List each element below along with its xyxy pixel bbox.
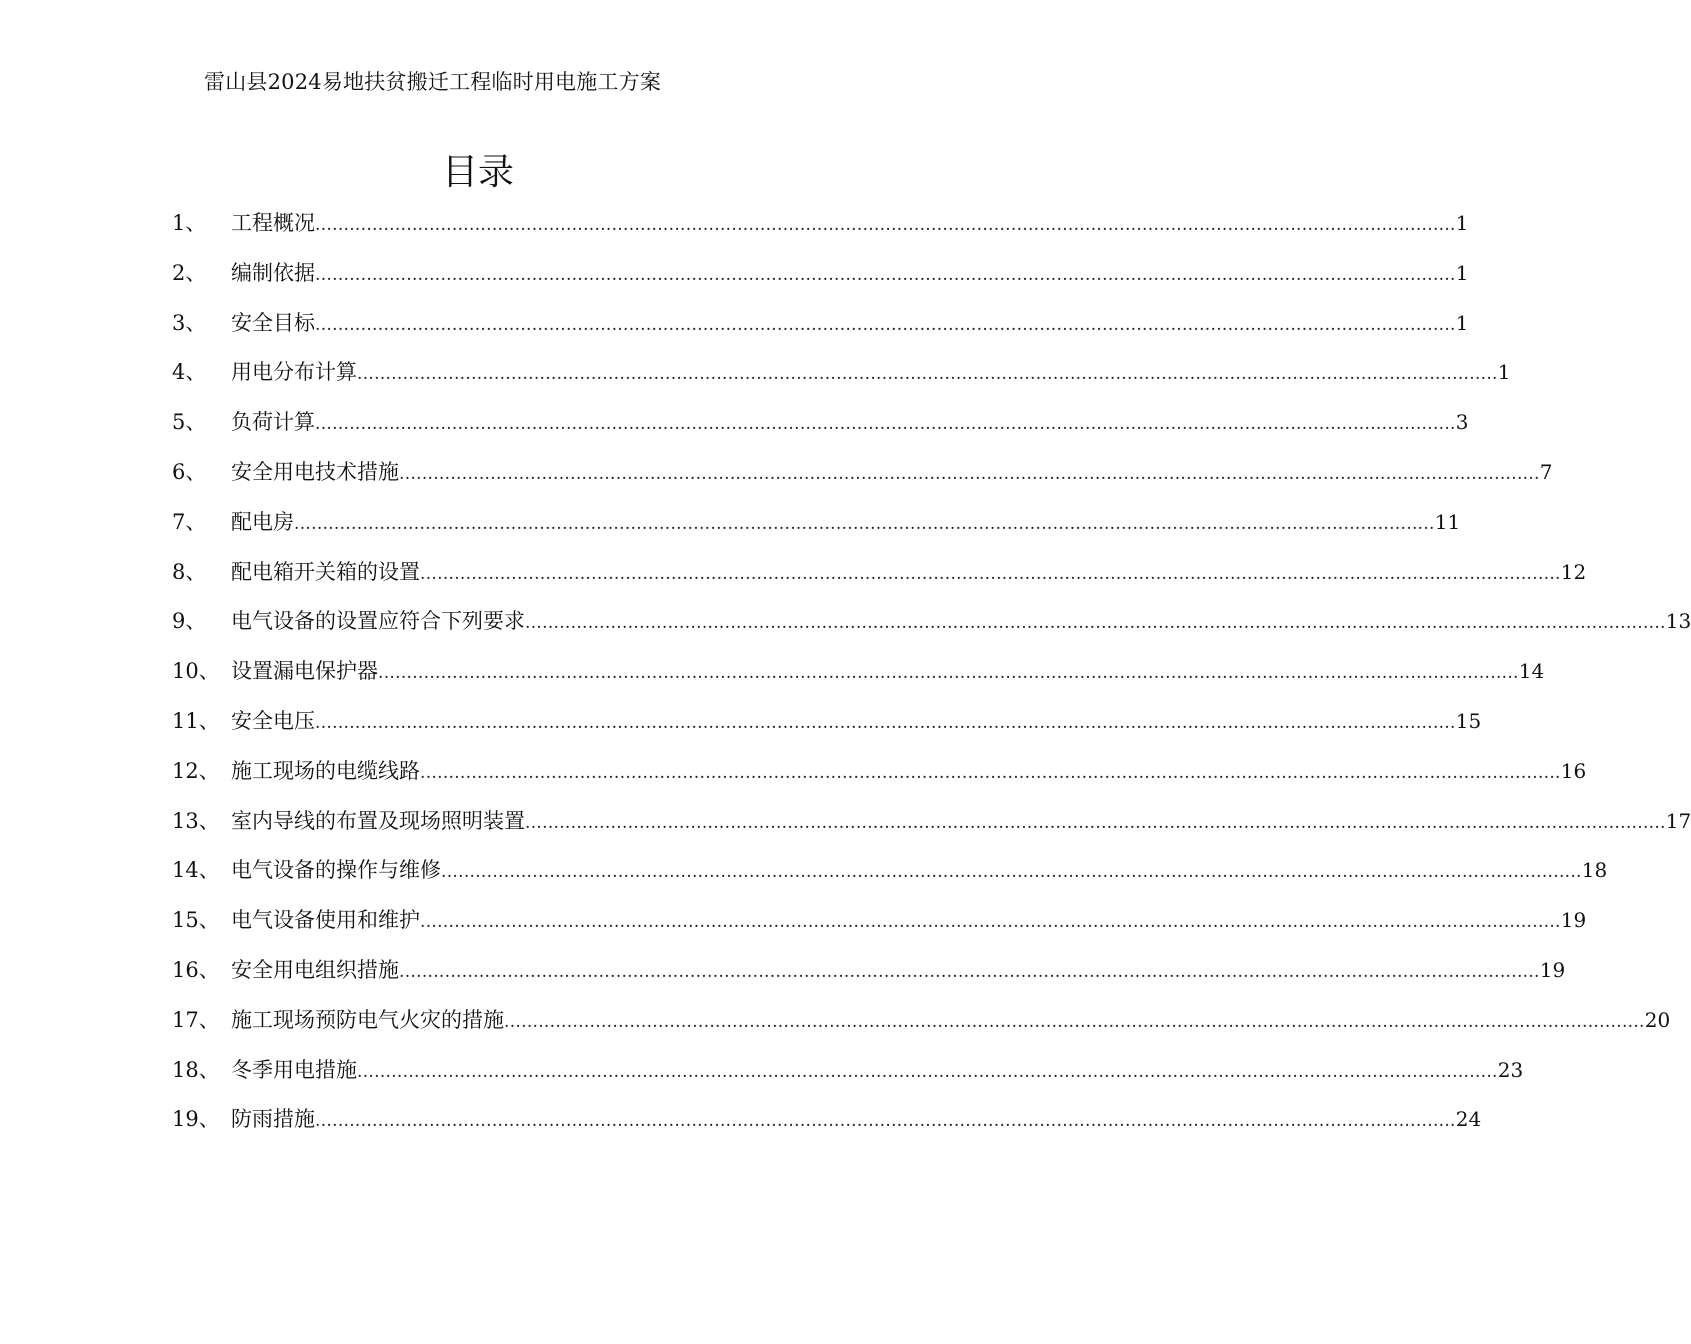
toc-entry-body — [231, 557, 1587, 589]
toc-entry-number: 2、 — [172, 260, 207, 285]
toc-entry-number: 4、 — [172, 360, 207, 385]
toc-entry-title: 防雨措施 — [231, 1107, 315, 1132]
toc-entry-body — [231, 606, 1691, 638]
toc-leader-dots: ........................................................................................................................................................................................................ — [315, 215, 1456, 235]
toc-entry-number: 13、 — [172, 808, 220, 833]
toc-entry-page-number: 19 — [1560, 908, 1587, 933]
toc-entry-body — [231, 1055, 1524, 1087]
toc-leader-dots: ........................................................................................................................................................................................................ — [399, 463, 1540, 484]
toc-entry-body — [231, 1104, 1482, 1136]
toc-entry-body — [231, 507, 1461, 539]
toc-entry-body — [231, 407, 1469, 439]
document-header: 雷山县2024易地扶贫搬迁工程临时用电施工方案 — [204, 70, 662, 94]
toc-entry-number: 7、 — [172, 509, 207, 534]
toc-entry-number: 19、 — [172, 1107, 220, 1132]
toc-leader-dots: ........................................................................................................................................................................................................ — [315, 712, 1456, 733]
toc-entry-number: 6、 — [172, 459, 207, 484]
toc-entry-body — [231, 955, 1566, 987]
toc-entry-body — [231, 706, 1482, 738]
toc-entry-page-number: 16 — [1560, 758, 1587, 783]
toc-entry-body — [231, 905, 1587, 937]
toc-entry-title: 电气设备使用和维护 — [231, 908, 420, 933]
toc-leader-dots: ........................................................................................................................................................................................................ — [525, 812, 1666, 833]
toc-entry-page-number: 15 — [1455, 708, 1482, 733]
toc-entry-number: 3、 — [172, 310, 207, 335]
toc-leader-dots: ........................................................................................................................................................................................................ — [441, 862, 1582, 883]
toc-entry-page-number: 7 — [1539, 459, 1553, 484]
toc-entry-title: 负荷计算 — [231, 410, 315, 435]
toc-entry-number: 18、 — [172, 1057, 220, 1082]
toc-leader-dots: ........................................................................................................................................................................................................ — [378, 663, 1519, 684]
toc-leader-dots: ........................................................................................................................................................................................................ — [294, 513, 1435, 534]
toc-entry-body — [231, 208, 1469, 240]
toc-entry-title: 工程概况 — [231, 211, 315, 235]
toc-leader-dots: ........................................................................................................................................................................................................ — [357, 364, 1498, 385]
toc-leader-dots: ........................................................................................................................................................................................................ — [315, 264, 1456, 285]
toc-entry-page-number: 12 — [1560, 559, 1587, 584]
toc-entry-page-number: 23 — [1497, 1057, 1524, 1082]
toc-entry-number: 9、 — [172, 609, 207, 634]
toc-entry-title: 电气设备的操作与维修 — [231, 858, 441, 883]
toc-entry-number: 8、 — [172, 559, 207, 584]
toc-entry-page-number: 11 — [1434, 509, 1461, 534]
toc-entry-title: 配电箱开关箱的设置 — [231, 559, 420, 584]
toc-entry-title: 冬季用电措施 — [231, 1057, 357, 1082]
toc-entry-title: 设置漏电保护器 — [231, 659, 378, 684]
toc-entry-body — [231, 258, 1469, 290]
toc-entry-number: 14、 — [172, 858, 220, 883]
toc-entry-page-number: 19 — [1539, 957, 1566, 982]
toc-entry-title: 用电分布计算 — [231, 360, 357, 385]
toc-entry-body — [231, 1005, 1671, 1037]
toc-leader-dots: ........................................................................................................................................................................................................ — [315, 314, 1456, 335]
toc-leader-dots: ........................................................................................................................................................................................................ — [420, 762, 1561, 783]
toc-entry-number: 15、 — [172, 908, 220, 933]
toc-entry-page-number: 18 — [1581, 858, 1608, 883]
toc-entry-title: 施工现场的电缆线路 — [231, 758, 420, 783]
toc-entry-page-number: 20 — [1644, 1007, 1671, 1032]
toc-title: 目录 — [441, 152, 514, 193]
toc-leader-dots: ........................................................................................................................................................................................................ — [504, 1011, 1645, 1032]
toc-entry-body — [231, 308, 1469, 340]
toc-entry-body — [231, 756, 1587, 788]
toc-entry-body — [231, 457, 1553, 489]
toc-leader-dots: ........................................................................................................................................................................................................ — [315, 1111, 1456, 1132]
toc-entry-page-number: 14 — [1518, 659, 1545, 684]
toc-entry-number: 17、 — [172, 1007, 220, 1032]
toc-entry-page-number: 1 — [1455, 310, 1469, 335]
toc-entry-page-number: 24 — [1455, 1107, 1482, 1132]
toc-entry-body — [231, 357, 1511, 389]
toc-entry-title: 配电房 — [231, 509, 294, 534]
toc-entry-number: 1、 — [172, 211, 207, 235]
toc-entry-number: 16、 — [172, 957, 220, 982]
toc-leader-dots: ........................................................................................................................................................................................................ — [525, 613, 1666, 634]
toc-entry-body — [231, 855, 1608, 887]
toc-entry-number: 5、 — [172, 410, 207, 435]
toc-leader-dots: ........................................................................................................................................................................................................ — [315, 414, 1456, 435]
toc-leader-dots: ........................................................................................................................................................................................................ — [399, 961, 1540, 982]
toc-entry-page-number: 1 — [1497, 360, 1511, 385]
toc-entry-title: 施工现场预防电气火灾的措施 — [231, 1007, 504, 1032]
toc-entry-page-number: 13 — [1665, 609, 1691, 634]
toc-entry-body — [231, 806, 1691, 838]
toc-entry-title: 安全用电技术措施 — [231, 459, 399, 484]
toc-entry-number: 11、 — [172, 708, 220, 733]
toc-leader-dots: ........................................................................................................................................................................................................ — [357, 1061, 1498, 1082]
toc-leader-dots: ........................................................................................................................................................................................................ — [420, 912, 1561, 933]
toc-entry-title: 安全电压 — [231, 708, 315, 733]
toc-entry-page-number: 1 — [1455, 211, 1469, 235]
toc-entry-page-number: 3 — [1455, 410, 1469, 435]
toc-entry-body — [231, 656, 1545, 688]
toc-entry-title: 安全用电组织措施 — [231, 957, 399, 982]
toc-entry-page-number: 1 — [1455, 260, 1469, 285]
toc-leader-dots: ........................................................................................................................................................................................................ — [420, 563, 1561, 584]
toc-entry-title: 电气设备的设置应符合下列要求 — [231, 609, 525, 634]
toc-entry-title: 室内导线的布置及现场照明装置 — [231, 808, 525, 833]
toc-entry-number: 12、 — [172, 758, 220, 783]
toc-entry-number: 10、 — [172, 659, 220, 684]
toc-entry-title: 编制依据 — [231, 260, 315, 285]
toc-entry-page-number: 17 — [1665, 808, 1691, 833]
toc-entry-title: 安全目标 — [231, 310, 315, 335]
